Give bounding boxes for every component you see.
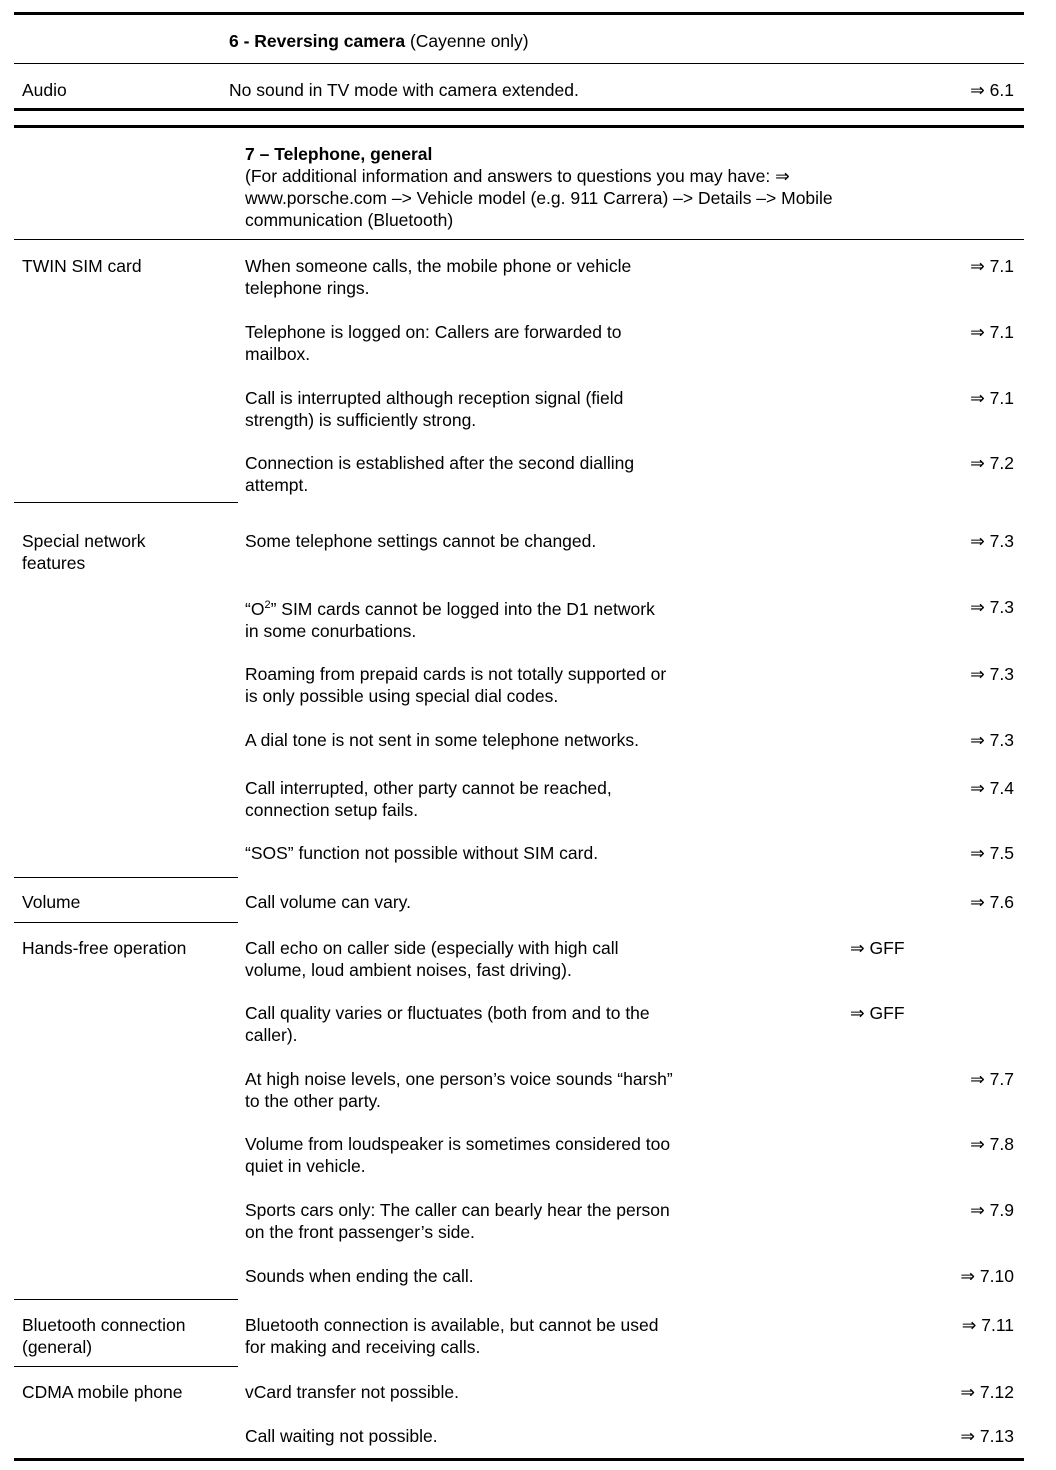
issue-text: quiet in vehicle. bbox=[245, 1156, 366, 1176]
issue-text: “SOS” function not possible without SIM card. bbox=[245, 843, 599, 863]
issue-text: Volume from loudspeaker is sometimes considered too bbox=[245, 1134, 671, 1154]
issue-text: When someone calls, the mobile phone or vehicle bbox=[245, 256, 632, 276]
issue-text: strength) is sufficiently strong. bbox=[245, 410, 477, 430]
issue-text: Sounds when ending the call. bbox=[245, 1266, 474, 1286]
reference-link[interactable]: ⇒ 7.12 bbox=[960, 1382, 1014, 1402]
section7-intro-line: (For additional information and answers to questions you may have: ⇒ bbox=[245, 166, 790, 186]
issue-text-part: ” SIM cards cannot be logged into the D1 network bbox=[270, 599, 655, 619]
issue-text: Call is interrupted although reception signal (field bbox=[245, 388, 624, 408]
issue-text: to the other party. bbox=[245, 1091, 381, 1111]
reference-link[interactable]: ⇒ 7.1 bbox=[970, 256, 1014, 276]
issue-text: Sports cars only: The caller can bearly hear the person bbox=[245, 1200, 670, 1220]
section6-header-rule bbox=[14, 63, 1024, 64]
reference-link[interactable]: ⇒ GFF bbox=[850, 1003, 905, 1023]
category-label: Hands-free operation bbox=[22, 938, 187, 958]
reference-link[interactable]: ⇒ 7.3 bbox=[970, 531, 1014, 551]
category-label: Bluetooth connection bbox=[22, 1315, 186, 1335]
section6-heading-num: 6 - bbox=[229, 31, 255, 51]
reference-link[interactable]: ⇒ 7.13 bbox=[960, 1426, 1014, 1446]
section6-heading-title: Reversing camera bbox=[254, 31, 406, 51]
issue-text: Connection is established after the second dialling bbox=[245, 453, 635, 473]
issue-text: in some conurbations. bbox=[245, 621, 417, 641]
reference-link[interactable]: ⇒ 7.4 bbox=[970, 778, 1014, 798]
reference-link[interactable]: ⇒ 7.2 bbox=[970, 453, 1014, 473]
section6-heading bbox=[229, 30, 529, 52]
issue-text: Call volume can vary. bbox=[245, 892, 411, 912]
issue-text: vCard transfer not possible. bbox=[245, 1382, 459, 1402]
section7-intro-line: communication (Bluetooth) bbox=[245, 210, 454, 230]
category-label: TWIN SIM card bbox=[22, 256, 142, 276]
category-label: (general) bbox=[22, 1337, 93, 1357]
group-divider bbox=[14, 1366, 238, 1367]
section7-heading: 7 – Telephone, general bbox=[245, 144, 433, 164]
issue-text: Bluetooth connection is available, but cannot be used bbox=[245, 1315, 659, 1335]
category-label: Special network bbox=[22, 531, 146, 551]
issue-text: Call interrupted, other party cannot be reached, bbox=[245, 778, 612, 798]
issue-text: Call echo on caller side (especially with high call bbox=[245, 938, 619, 958]
section6-bottom-rule bbox=[14, 108, 1024, 111]
reference-link[interactable]: ⇒ 7.7 bbox=[970, 1069, 1014, 1089]
group-divider bbox=[14, 922, 238, 923]
reference-link[interactable]: ⇒ 7.1 bbox=[970, 388, 1014, 408]
issue-text: attempt. bbox=[245, 475, 309, 495]
issue-text: is only possible using special dial codes. bbox=[245, 686, 559, 706]
section6-heading-sub: (Cayenne only) bbox=[405, 31, 529, 51]
reference-link[interactable]: ⇒ 7.3 bbox=[970, 730, 1014, 750]
issue-text: mailbox. bbox=[245, 344, 311, 364]
reference-link[interactable]: ⇒ 7.3 bbox=[970, 664, 1014, 684]
issue-text: volume, loud ambient noises, fast driving). bbox=[245, 960, 572, 980]
reference-link[interactable]: ⇒ 7.5 bbox=[970, 843, 1014, 863]
section7-header-rule bbox=[14, 239, 1024, 240]
issue-text: telephone rings. bbox=[245, 278, 370, 298]
reference-link[interactable]: ⇒ 7.8 bbox=[970, 1134, 1014, 1154]
reference-link[interactable]: ⇒ GFF bbox=[850, 938, 905, 958]
issue-text: Call quality varies or fluctuates (both from and to the bbox=[245, 1003, 650, 1023]
group-divider bbox=[14, 1299, 238, 1300]
section7-top-rule bbox=[14, 125, 1024, 128]
table-bottom-rule bbox=[14, 1458, 1024, 1461]
issue-text: Call waiting not possible. bbox=[245, 1426, 438, 1446]
issue-text: caller). bbox=[245, 1025, 298, 1045]
section6-reference-link[interactable]: ⇒ 6.1 bbox=[970, 80, 1014, 100]
issue-text bbox=[245, 598, 655, 620]
category-label: Volume bbox=[22, 892, 81, 912]
category-label: features bbox=[22, 553, 86, 573]
issue-text: A dial tone is not sent in some telephone networks. bbox=[245, 730, 639, 750]
table-top-rule bbox=[14, 12, 1024, 15]
reference-link[interactable]: ⇒ 7.11 bbox=[961, 1315, 1014, 1335]
issue-text: Some telephone settings cannot be changed. bbox=[245, 531, 597, 551]
section7-intro-line: www.porsche.com –> Vehicle model (e.g. 911 Carrera) –> Details –> Mobile bbox=[245, 188, 833, 208]
reference-link[interactable]: ⇒ 7.1 bbox=[970, 322, 1014, 342]
issue-text-part: “O bbox=[245, 599, 265, 619]
reference-link[interactable]: ⇒ 7.3 bbox=[970, 597, 1014, 617]
group-divider bbox=[14, 502, 238, 503]
section6-category: Audio bbox=[22, 80, 67, 100]
superscript-two: 2 bbox=[264, 599, 271, 612]
reference-link[interactable]: ⇒ 7.9 bbox=[970, 1200, 1014, 1220]
group-divider bbox=[14, 877, 238, 878]
issue-text: on the front passenger’s side. bbox=[245, 1222, 475, 1242]
issue-text: connection setup fails. bbox=[245, 800, 419, 820]
section6-description: No sound in TV mode with camera extended. bbox=[229, 80, 579, 100]
reference-link[interactable]: ⇒ 7.6 bbox=[970, 892, 1014, 912]
issue-text: for making and receiving calls. bbox=[245, 1337, 481, 1357]
issue-text: Telephone is logged on: Callers are forwarded to bbox=[245, 322, 622, 342]
category-label: CDMA mobile phone bbox=[22, 1382, 183, 1402]
issue-text: Roaming from prepaid cards is not totally supported or bbox=[245, 664, 667, 684]
reference-link[interactable]: ⇒ 7.10 bbox=[960, 1266, 1014, 1286]
issue-text: At high noise levels, one person’s voice sounds “harsh” bbox=[245, 1069, 673, 1089]
